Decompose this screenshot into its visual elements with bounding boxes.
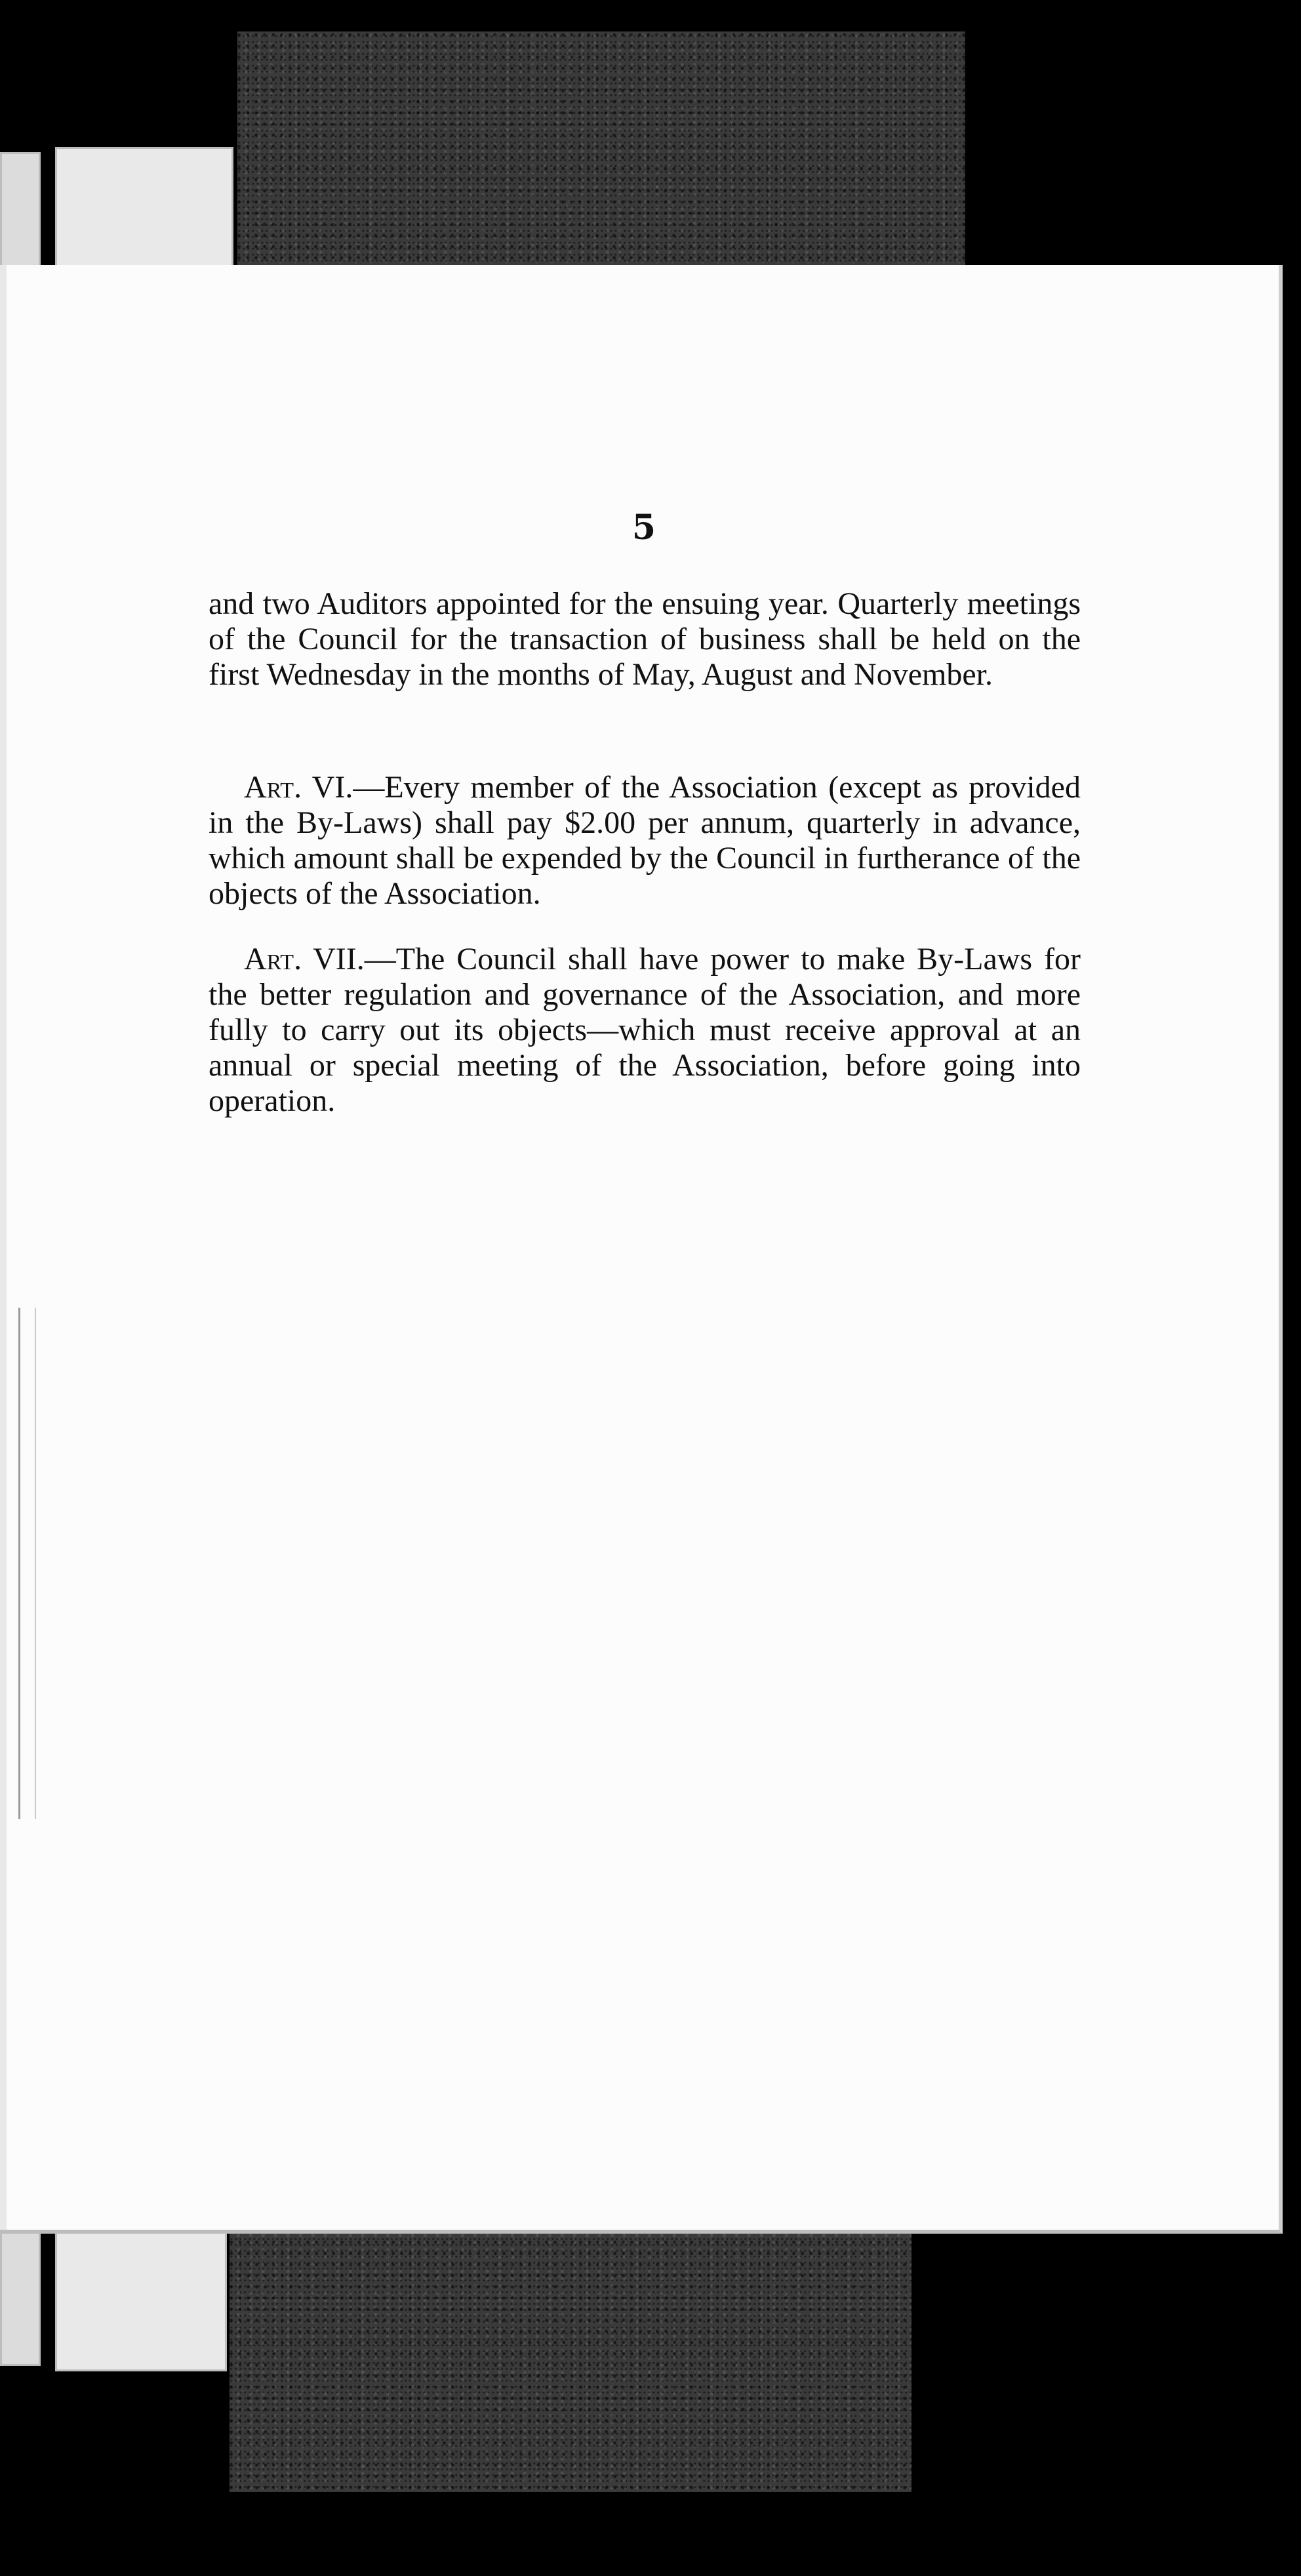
page-number: 5 [631,508,656,548]
paragraph-continuation [209,586,1081,693]
page-fold-edge [18,1308,36,1819]
binding-tab-bottom [55,2217,227,2371]
binding-tab-bottom-left [0,2214,41,2366]
binding-tab-top [55,147,233,269]
article-vi-text: —Every member of the Association (except as provided in the By-Laws) shall pay $2.00 per annum, quarterly in advance, which amount shall be expended by the Council in furtherance of the objects of the Association. [209,770,1081,911]
scan-bed-top [237,31,965,273]
article-vii-label: Art. VII. [244,942,365,976]
document-page [0,265,1283,2234]
binding-tab-top-left [0,152,41,268]
article-vii-text: —The Council shall have power to make By-Laws for the better regulation and governance of the Association, and more fully to carry out its objects—which must receive approval at an annual or special meeting of the Association, before going into operation. [209,942,1081,1118]
paragraph-text: and two Auditors appointed for the ensuing year. Quarterly meetings of the Council for the transaction of business shall be held on the first Wednesday in the months of May, August and November. [209,586,1081,692]
scan-bed-bottom [230,2217,911,2492]
article-vi [209,770,1081,912]
article-vi-label: Art. VI. [244,770,353,805]
article-vii [209,942,1081,1119]
